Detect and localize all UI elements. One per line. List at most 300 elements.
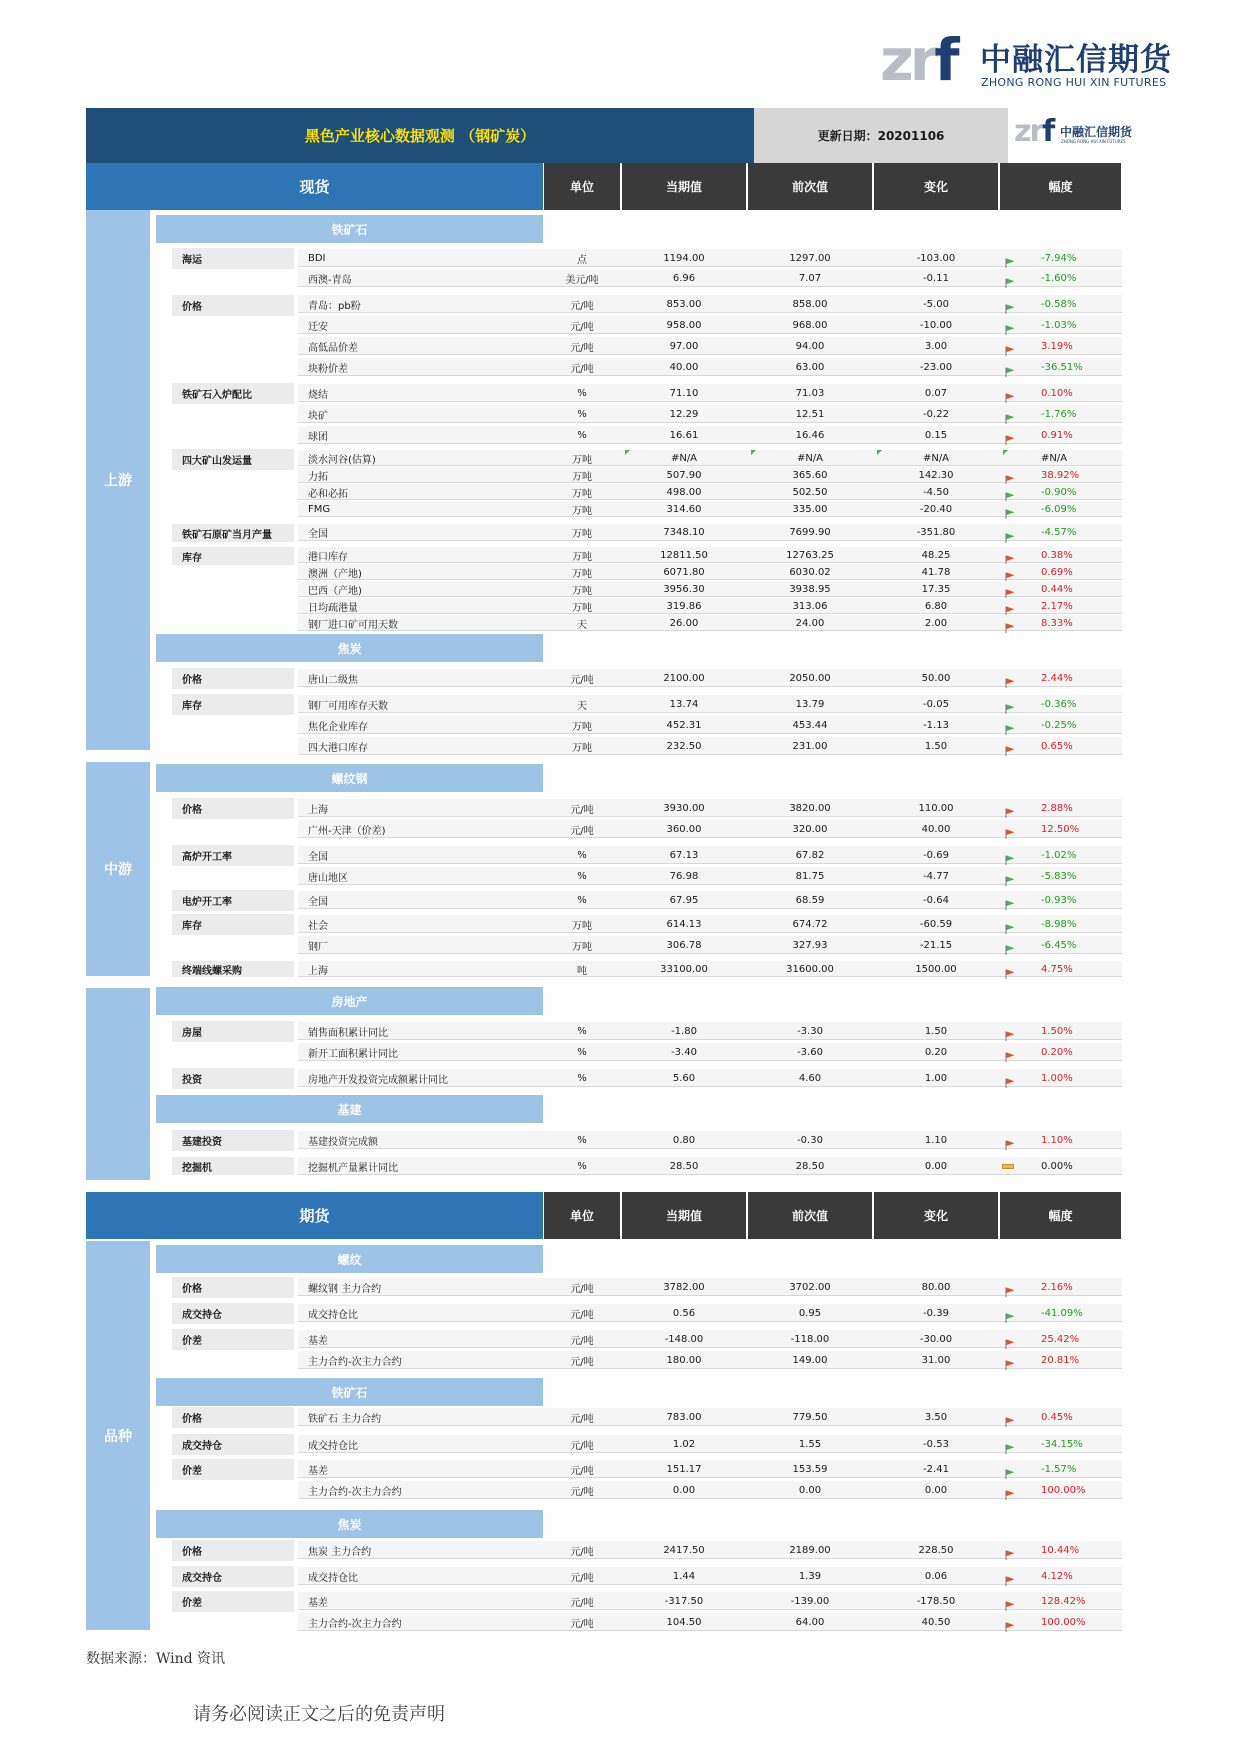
- flag-down-icon: [1005, 362, 1015, 372]
- row-previous: 320.00: [792, 823, 828, 835]
- row-pct: 128.42%: [1041, 1595, 1086, 1607]
- row-previous: 63.00: [795, 361, 825, 373]
- row-unit: 万吨: [572, 920, 592, 932]
- row-change: 0.00: [924, 1484, 948, 1496]
- row-change: -10.00: [919, 319, 953, 331]
- row-unit: 万吨: [572, 505, 592, 517]
- row-pct: -0.25%: [1041, 719, 1077, 731]
- row-unit: 元/吨: [570, 1413, 594, 1425]
- row-change: #N/A: [922, 452, 950, 464]
- row-change: -351.80: [916, 527, 956, 538]
- row-pct: 4.75%: [1041, 963, 1073, 975]
- row-name: 块矿: [308, 410, 328, 422]
- row-name: 螺纹钢 主力合约: [308, 1283, 382, 1295]
- group-header: 基建: [156, 1095, 543, 1123]
- row-name: 淡水河谷(估算): [308, 454, 376, 466]
- row-unit: 万吨: [572, 551, 592, 563]
- row-unit: 元/吨: [570, 804, 594, 816]
- row-change: -20.40: [919, 503, 953, 515]
- row-pct: -0.36%: [1041, 698, 1077, 710]
- row-pct: -8.98%: [1041, 918, 1077, 930]
- row-name: 主力合约-次主力合约: [308, 1356, 402, 1368]
- row-current: 1194.00: [663, 252, 705, 264]
- row-pct: 0.45%: [1041, 1411, 1073, 1423]
- row-current: 507.90: [666, 469, 702, 481]
- row-unit: %: [577, 1134, 587, 1146]
- row-current: 97.00: [669, 340, 699, 352]
- flat-indicator-icon: [1002, 1164, 1014, 1169]
- row-unit: 万吨: [572, 742, 592, 754]
- row-unit: 万吨: [572, 454, 592, 466]
- row-previous: 16.46: [795, 429, 825, 441]
- category-label: 投资: [172, 1068, 294, 1089]
- flag-down-icon: [1005, 409, 1015, 419]
- row-previous: 1.39: [798, 1570, 822, 1582]
- row-previous: 2050.00: [789, 672, 831, 684]
- row-change: 1.10: [924, 1134, 948, 1146]
- row-name: 钢厂: [308, 941, 328, 953]
- row-current: 12811.50: [660, 549, 708, 561]
- row-change: -4.50: [923, 486, 949, 498]
- flag-up-icon: [1005, 1135, 1015, 1145]
- row-unit: 元/吨: [570, 1465, 594, 1477]
- row-pct: 0.20%: [1041, 1046, 1073, 1058]
- row-previous: 7.07: [798, 272, 822, 284]
- row-current: 452.31: [666, 719, 702, 731]
- row-unit: 万吨: [572, 529, 592, 540]
- row-name: 澳洲（产地): [308, 568, 362, 580]
- flag-down-icon: [1005, 1308, 1015, 1318]
- row-name: 全国: [308, 896, 328, 908]
- row-pct: -6.09%: [1041, 503, 1077, 515]
- row-pct: 1.50%: [1041, 1025, 1073, 1037]
- row-name: 焦炭 主力合约: [308, 1546, 372, 1558]
- disclaimer-note: 请务必阅读正文之后的免责声明: [193, 1704, 445, 1725]
- row-unit: 元/吨: [570, 1283, 594, 1295]
- row-unit: 万吨: [572, 721, 592, 733]
- category-label: 价差: [172, 1329, 294, 1350]
- row-pct: 1.10%: [1041, 1134, 1073, 1146]
- row-unit: %: [577, 1160, 587, 1172]
- row-name: 成交持仓比: [308, 1309, 358, 1321]
- flag-up-icon: [1005, 1571, 1015, 1581]
- row-current: 958.00: [666, 319, 702, 331]
- row-name: 铁矿石 主力合约: [308, 1413, 382, 1425]
- row-pct: #N/A: [1041, 452, 1068, 464]
- row-previous: 231.00: [792, 740, 828, 752]
- row-current: 76.98: [669, 870, 699, 882]
- row-unit: 元/吨: [570, 1356, 594, 1368]
- flag-up-icon: [1005, 964, 1015, 974]
- flag-up-icon: [1005, 1617, 1015, 1627]
- row-name: 基建投资完成额: [308, 1136, 378, 1148]
- row-current: -1.80: [671, 1025, 697, 1037]
- row-name: 上海: [308, 804, 328, 816]
- row-block-label: [86, 988, 150, 1180]
- row-name: 成交持仓比: [308, 1440, 358, 1452]
- row-current: 360.00: [666, 823, 702, 835]
- flag-down-icon: [1005, 850, 1015, 860]
- row-unit: 元/吨: [570, 674, 594, 686]
- column-header-unit: 单位: [544, 1192, 620, 1239]
- flag-down-icon: [1005, 320, 1015, 330]
- row-current: 151.17: [666, 1463, 702, 1475]
- row-pct: 25.42%: [1041, 1333, 1080, 1345]
- flag-up-icon: [1005, 618, 1015, 628]
- category-label: 价格: [172, 1277, 294, 1298]
- row-name: 巴西（产地): [308, 585, 362, 597]
- row-unit: %: [577, 408, 587, 420]
- row-name: 四大港口库存: [308, 742, 368, 754]
- row-pct: -6.45%: [1041, 939, 1077, 951]
- row-previous: 7699.90: [789, 527, 831, 538]
- flag-up-icon: [1005, 824, 1015, 834]
- small-logo-name-cn: 中融汇信期货: [1060, 125, 1133, 139]
- row-name: 房地产开发投资完成额累计同比: [308, 1074, 448, 1086]
- row-pct: -1.60%: [1041, 272, 1077, 284]
- row-current: 2417.50: [663, 1544, 705, 1556]
- flag-down-icon: [1005, 919, 1015, 929]
- row-change: -0.69: [923, 849, 949, 861]
- category-label: 铁矿石入炉配比: [172, 383, 294, 404]
- row-unit: 元/吨: [570, 363, 594, 375]
- row-unit: 元/吨: [570, 1335, 594, 1347]
- row-pct: 100.00%: [1041, 1484, 1086, 1496]
- flag-up-icon: [1005, 1073, 1015, 1083]
- row-change: -21.15: [919, 939, 953, 951]
- flag-up-icon: [1005, 1545, 1015, 1555]
- row-current: 3956.30: [663, 583, 705, 595]
- row-current: 67.95: [669, 894, 699, 906]
- row-current: 319.86: [666, 600, 702, 612]
- row-change: -23.00: [919, 361, 953, 373]
- row-name: 焦化企业库存: [308, 721, 368, 733]
- row-current: -148.00: [664, 1333, 704, 1345]
- row-name: BDI: [308, 252, 326, 264]
- column-header-current: 当期值: [622, 1192, 746, 1239]
- row-pct: -36.51%: [1041, 361, 1083, 373]
- row-previous: 1.55: [798, 1438, 822, 1450]
- row-previous: 779.50: [792, 1411, 828, 1423]
- row-unit: %: [577, 1072, 587, 1084]
- row-name: 钢厂进口矿可用天数: [308, 619, 398, 631]
- row-previous: 31600.00: [786, 963, 834, 975]
- row-previous: 313.06: [792, 600, 828, 612]
- flag-up-icon: [1005, 584, 1015, 594]
- row-current: 12.29: [669, 408, 699, 420]
- row-unit: 元/吨: [570, 1546, 594, 1558]
- row-current: 16.61: [669, 429, 699, 441]
- row-change: -0.22: [923, 408, 949, 420]
- row-pct: 38.92%: [1041, 469, 1080, 481]
- row-name: 全国: [308, 851, 328, 863]
- flag-up-icon: [1005, 1596, 1015, 1606]
- row-current: 104.50: [666, 1616, 702, 1628]
- row-previous: 502.50: [792, 486, 828, 498]
- error-marker-icon: [1003, 450, 1008, 455]
- row-current: 33100.00: [660, 963, 708, 975]
- row-unit: 元/吨: [570, 1597, 594, 1609]
- group-header: 铁矿石: [156, 215, 543, 243]
- row-unit: 天: [577, 619, 587, 631]
- row-unit: 天: [577, 700, 587, 712]
- row-current: 306.78: [666, 939, 702, 951]
- row-change: 0.20: [924, 1046, 948, 1058]
- row-previous: 68.59: [795, 894, 825, 906]
- row-current: 2100.00: [663, 672, 705, 684]
- category-label: 库存: [172, 914, 294, 935]
- row-pct: 0.44%: [1041, 583, 1073, 595]
- flag-up-icon: [1005, 1412, 1015, 1422]
- row-unit: %: [577, 429, 587, 441]
- row-current: 28.50: [669, 1160, 699, 1172]
- row-pct: -4.57%: [1041, 527, 1077, 538]
- row-unit: %: [577, 870, 587, 882]
- row-pct: 0.69%: [1041, 566, 1073, 578]
- row-previous: 28.50: [795, 1160, 825, 1172]
- row-current: 314.60: [666, 503, 702, 515]
- category-label: 基建投资: [172, 1130, 294, 1151]
- row-pct: -5.83%: [1041, 870, 1077, 882]
- error-marker-icon: [625, 450, 630, 455]
- row-unit: 万吨: [572, 585, 592, 597]
- row-change: 40.50: [921, 1616, 951, 1628]
- row-pct: 100.00%: [1041, 1616, 1086, 1628]
- row-previous: 858.00: [792, 298, 828, 310]
- row-change: 0.06: [924, 1570, 948, 1582]
- flag-down-icon: [1005, 299, 1015, 309]
- row-current: 232.50: [666, 740, 702, 752]
- flag-up-icon: [1005, 601, 1015, 611]
- row-unit: 元/吨: [570, 1309, 594, 1321]
- row-change: -4.77: [923, 870, 949, 882]
- category-label: 四大矿山发运量: [172, 449, 294, 470]
- row-change: 6.80: [924, 600, 948, 612]
- row-previous: 24.00: [795, 617, 825, 629]
- row-previous: 1297.00: [789, 252, 831, 264]
- row-change: 110.00: [918, 802, 954, 814]
- row-unit: 万吨: [572, 471, 592, 483]
- row-change: 3.50: [924, 1411, 948, 1423]
- row-name: 主力合约-次主力合约: [308, 1618, 402, 1630]
- flag-down-icon: [1005, 895, 1015, 905]
- row-change: 3.00: [924, 340, 948, 352]
- row-pct: -1.57%: [1041, 1463, 1077, 1475]
- row-previous: 968.00: [792, 319, 828, 331]
- row-change: -0.64: [923, 894, 949, 906]
- flag-up-icon: [1005, 1334, 1015, 1344]
- row-previous: 327.93: [792, 939, 828, 951]
- row-unit: 元/吨: [570, 1486, 594, 1498]
- row-unit: %: [577, 1025, 587, 1037]
- row-name: 唐山地区: [308, 872, 348, 884]
- row-name: 迁安: [308, 321, 328, 333]
- small-logo-mark: zrf: [1014, 114, 1054, 149]
- flag-up-icon: [1005, 673, 1015, 683]
- logo-name-en: ZHONG RONG HUI XIN FUTURES: [981, 76, 1167, 89]
- row-name: 社会: [308, 920, 328, 932]
- row-name: 上海: [308, 965, 328, 977]
- company-logo: [880, 28, 1170, 98]
- row-pct: 12.50%: [1041, 823, 1080, 835]
- row-name: 新开工面积累计同比: [308, 1048, 398, 1060]
- row-pct: -0.93%: [1041, 894, 1077, 906]
- row-name: 全国: [308, 529, 328, 540]
- row-pct: 0.65%: [1041, 740, 1073, 752]
- row-unit: 点: [577, 254, 587, 266]
- row-name: 成交持仓比: [308, 1572, 358, 1584]
- flag-up-icon: [1005, 341, 1015, 351]
- flag-up-icon: [1005, 388, 1015, 398]
- row-previous: 71.03: [795, 387, 825, 399]
- flag-up-icon: [1005, 1282, 1015, 1292]
- flag-down-icon: [1005, 487, 1015, 497]
- row-previous: 81.75: [795, 870, 825, 882]
- row-name: 唐山二级焦: [308, 674, 358, 686]
- row-previous: 64.00: [795, 1616, 825, 1628]
- row-current: 0.56: [672, 1307, 696, 1319]
- category-label: 价格: [172, 1540, 294, 1561]
- row-current: 7348.10: [663, 527, 705, 538]
- row-name: 挖掘机产量累计同比: [308, 1162, 398, 1174]
- row-name: 力拓: [308, 471, 328, 483]
- row-pct: 4.12%: [1041, 1570, 1073, 1582]
- row-name: 必和必拓: [308, 488, 348, 500]
- flag-up-icon: [1005, 550, 1015, 560]
- row-pct: -41.09%: [1041, 1307, 1083, 1319]
- row-name: FMG: [308, 503, 331, 515]
- row-previous: 3938.95: [789, 583, 831, 595]
- row-unit: %: [577, 1046, 587, 1058]
- row-block-label: 品种: [86, 1241, 150, 1630]
- flag-up-icon: [1005, 567, 1015, 577]
- row-current: 6.96: [672, 272, 696, 284]
- flag-up-icon: [1005, 430, 1015, 440]
- row-change: 1500.00: [915, 963, 957, 975]
- row-unit: 元/吨: [570, 321, 594, 333]
- row-unit: 元/吨: [570, 300, 594, 312]
- flag-up-icon: [1005, 1047, 1015, 1057]
- category-label: 价格: [172, 1407, 294, 1428]
- flag-up-icon: [1005, 803, 1015, 813]
- small-logo: [1008, 108, 1134, 163]
- row-name: 球团: [308, 431, 328, 443]
- flag-down-icon: [1005, 1464, 1015, 1474]
- group-header: 房地产: [156, 987, 543, 1015]
- row-current: #N/A: [670, 452, 698, 464]
- row-change: -103.00: [916, 252, 956, 264]
- row-previous: 453.44: [792, 719, 828, 731]
- row-pct: 1.00%: [1041, 1072, 1073, 1084]
- category-label: 终端线螺采购: [172, 961, 294, 977]
- row-previous: 0.00: [798, 1484, 822, 1496]
- row-change: 50.00: [921, 672, 951, 684]
- row-pct: 0.10%: [1041, 387, 1073, 399]
- row-change: -178.50: [916, 1595, 956, 1607]
- flag-down-icon: [1005, 1439, 1015, 1449]
- row-previous: -3.30: [797, 1025, 823, 1037]
- row-current: -317.50: [664, 1595, 704, 1607]
- row-unit: 万吨: [572, 488, 592, 500]
- row-change: 2.00: [924, 617, 948, 629]
- row-change: 1.00: [924, 1072, 948, 1084]
- row-change: 142.30: [918, 469, 954, 481]
- column-header-previous: 前次值: [748, 1192, 872, 1239]
- data-source-note: 数据来源：Wind 资讯: [86, 1651, 226, 1667]
- group-header: 焦炭: [156, 634, 543, 662]
- row-unit: 吨: [577, 965, 587, 977]
- group-header: 铁矿石: [156, 1378, 543, 1406]
- row-previous: 13.79: [795, 698, 825, 710]
- row-pct: 0.38%: [1041, 549, 1073, 561]
- category-label: 库存: [172, 547, 294, 565]
- row-pct: -1.03%: [1041, 319, 1077, 331]
- row-change: 40.00: [921, 823, 951, 835]
- row-unit: 美元/吨: [565, 274, 599, 286]
- category-label: 海运: [172, 248, 294, 269]
- row-current: 180.00: [666, 1354, 702, 1366]
- category-label: 挖掘机: [172, 1157, 294, 1175]
- row-pct: 8.33%: [1041, 617, 1073, 629]
- row-block-label: 上游: [86, 210, 150, 750]
- row-change: -60.59: [919, 918, 953, 930]
- column-header-previous: 前次值: [748, 163, 872, 210]
- row-change: -30.00: [919, 1333, 953, 1345]
- row-change: 1.50: [924, 740, 948, 752]
- row-unit: 元/吨: [570, 1440, 594, 1452]
- category-label: 成交持仓: [172, 1566, 294, 1587]
- group-header: 焦炭: [156, 1510, 543, 1538]
- row-current: 67.13: [669, 849, 699, 861]
- flag-down-icon: [1005, 273, 1015, 283]
- row-change: -0.11: [923, 272, 949, 284]
- row-name: 广州-天津（价差): [308, 825, 386, 837]
- row-current: -3.40: [671, 1046, 697, 1058]
- row-current: 498.00: [666, 486, 702, 498]
- row-pct: -1.76%: [1041, 408, 1077, 420]
- flag-down-icon: [1005, 871, 1015, 881]
- row-change: 228.50: [918, 1544, 954, 1556]
- row-previous: -139.00: [790, 1595, 830, 1607]
- row-change: 41.78: [921, 566, 951, 578]
- category-label: 价差: [172, 1459, 294, 1480]
- row-name: 基差: [308, 1335, 328, 1347]
- category-label: 铁矿石原矿当月产量: [172, 524, 294, 542]
- row-previous: 12763.25: [786, 549, 834, 561]
- row-previous: 365.60: [792, 469, 828, 481]
- row-current: 1.44: [672, 1570, 696, 1582]
- row-name: 西澳-青岛: [308, 274, 352, 286]
- row-previous: 67.82: [795, 849, 825, 861]
- row-pct: -34.15%: [1041, 1438, 1083, 1450]
- row-current: 614.13: [666, 918, 702, 930]
- flag-down-icon: [1005, 253, 1015, 263]
- update-date: 更新日期：20201106: [754, 108, 1008, 163]
- row-previous: 94.00: [795, 340, 825, 352]
- section-header: 现货: [86, 163, 543, 210]
- row-current: 6071.80: [663, 566, 705, 578]
- row-previous: -118.00: [790, 1333, 830, 1345]
- row-change: -0.39: [923, 1307, 949, 1319]
- column-header-change: 变化: [874, 1192, 998, 1239]
- category-label: 成交持仓: [172, 1434, 294, 1455]
- row-change: 80.00: [921, 1281, 951, 1293]
- row-current: 71.10: [669, 387, 699, 399]
- row-unit: %: [577, 894, 587, 906]
- row-previous: -3.60: [797, 1046, 823, 1058]
- row-name: 主力合约-次主力合约: [308, 1486, 402, 1498]
- row-change: 0.00: [924, 1160, 948, 1172]
